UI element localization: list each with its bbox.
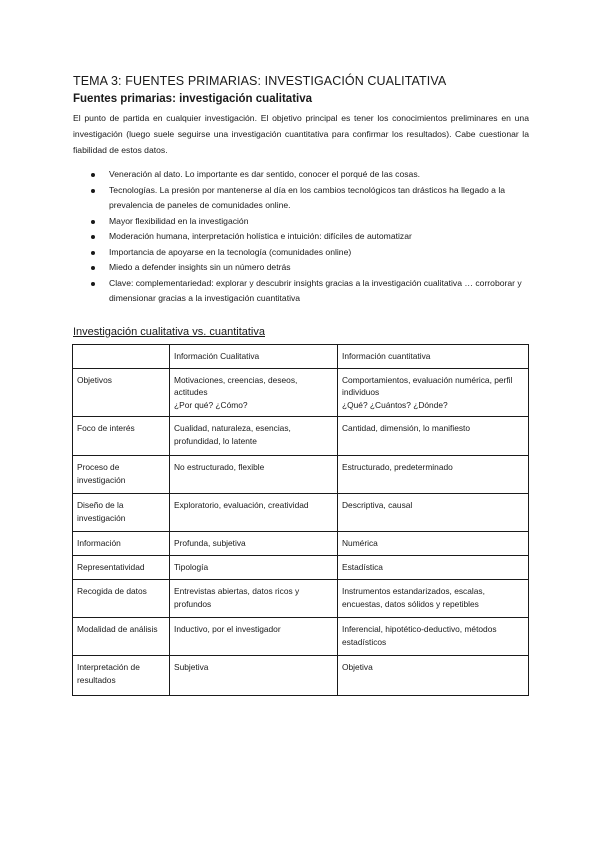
table-cell: Objetivos <box>73 368 170 417</box>
table-cell: Instrumentos estandarizados, escalas, encuestas, datos sólidos y repetibles <box>338 580 529 618</box>
table-row <box>73 456 529 494</box>
bullet-icon <box>91 266 95 270</box>
table-cell: Inferencial, hipotético-deductivo, métodos estadísticos <box>338 618 529 656</box>
table-cell: Foco de interés <box>73 417 170 456</box>
list-item: Veneración al dato. Lo importante es dar sentido, conocer el porqué de las cosas. <box>73 167 529 183</box>
table-cell: Proceso de investigación <box>73 456 170 494</box>
table-cell: Descriptiva, causal <box>338 494 529 532</box>
table-row <box>73 368 529 417</box>
bullet-icon <box>91 282 95 286</box>
list-item: Miedo a defender insights sin un número detrás <box>73 260 529 276</box>
table-cell: Comportamientos, evaluación numérica, perfil individuos ¿Qué? ¿Cuántos? ¿Dónde? <box>338 368 529 417</box>
table-cell: Interpretación de resultados <box>73 656 170 696</box>
table-cell: Recogida de datos <box>73 580 170 618</box>
table-cell: Estadística <box>338 556 529 580</box>
table-cell: Subjetiva <box>170 656 338 696</box>
table-header-cell: Información Cualitativa <box>170 345 338 369</box>
bullet-list <box>73 167 529 307</box>
bullet-icon <box>91 220 95 224</box>
table-cell: Información <box>73 532 170 556</box>
table-cell: Estructurado, predeterminado <box>338 456 529 494</box>
section-heading: Fuentes primarias: investigación cualitativa <box>73 93 313 105</box>
list-item: Moderación humana, interpretación holística e intuición: difíciles de automatizar <box>73 229 529 245</box>
table-header-cell <box>73 345 170 369</box>
table-header-row <box>73 345 529 369</box>
table-cell: Modalidad de análisis <box>73 618 170 656</box>
bullet-icon <box>91 235 95 239</box>
table-cell: Diseño de la investigación <box>73 494 170 532</box>
table-cell: Objetiva <box>338 656 529 696</box>
table-row <box>73 580 529 618</box>
table-cell: Cualidad, naturaleza, esencias, profundidad, lo latente <box>170 417 338 456</box>
table-cell: Profunda, subjetiva <box>170 532 338 556</box>
list-item: Mayor flexibilidad en la investigación <box>73 214 529 230</box>
bullet-icon <box>91 251 95 255</box>
table-cell: Tipología <box>170 556 338 580</box>
table-row <box>73 656 529 696</box>
table-row <box>73 556 529 580</box>
table-header-cell: Información cuantitativa <box>338 345 529 369</box>
table-cell: Representatividad <box>73 556 170 580</box>
comparison-table <box>72 344 529 696</box>
table-cell: Entrevistas abiertas, datos ricos y profundos <box>170 580 338 618</box>
table-row <box>73 618 529 656</box>
table-caption: Investigación cualitativa vs. cuantitativa <box>73 326 265 338</box>
table-cell: Numérica <box>338 532 529 556</box>
page-title: TEMA 3: FUENTES PRIMARIAS: INVESTIGACIÓN CUALITATIVA <box>73 74 447 88</box>
table-cell: No estructurado, flexible <box>170 456 338 494</box>
bullet-icon <box>91 173 95 177</box>
list-item: Clave: complementariedad: explorar y descubrir insights gracias a la investigación cualitativa … corroborar y dimensionar gracias a la investigación cuantitativa <box>73 276 529 307</box>
intro-paragraph: El punto de partida en cualquier investigación. El objetivo principal es tener los conocimientos preliminares en una investigación (luego suele seguirse una investigación cuantitativa para confirmar los resultados). Cabe cuestionar la fiabilidad de estos datos. <box>73 113 529 155</box>
table-cell: Cantidad, dimensión, lo manifiesto <box>338 417 529 456</box>
list-item: Importancia de apoyarse en la tecnología (comunidades online) <box>73 245 529 261</box>
table-cell: Exploratorio, evaluación, creatividad <box>170 494 338 532</box>
bullet-icon <box>91 189 95 193</box>
list-item: Tecnologías. La presión por mantenerse al día en los cambios tecnológicos tan drásticos ha llegado a la prevalencia de paneles de comunidades online. <box>73 183 529 214</box>
table-body <box>73 345 529 696</box>
table-cell: Motivaciones, creencias, deseos, actitudes ¿Por qué? ¿Cómo? <box>170 368 338 417</box>
table-cell: Inductivo, por el investigador <box>170 618 338 656</box>
table-row <box>73 494 529 532</box>
table-row <box>73 417 529 456</box>
table-row <box>73 532 529 556</box>
